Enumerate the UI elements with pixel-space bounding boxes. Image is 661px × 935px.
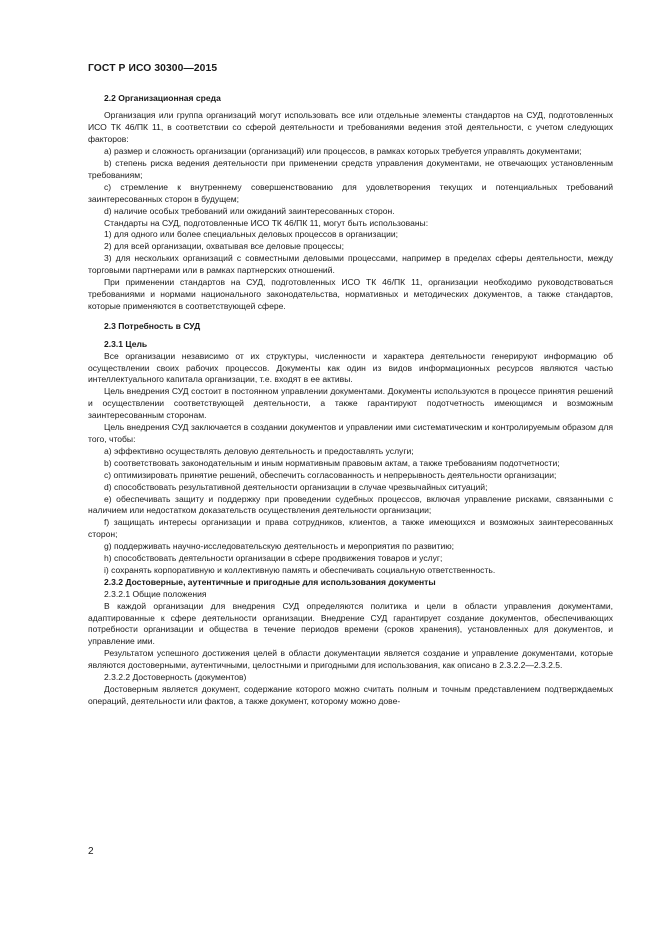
list-item: b) степень риска ведения деятельности при применении средств управления документами, не отвечающих установленным требованиям; — [88, 158, 613, 180]
list-item: f) защищать интересы организации и права сотрудников, клиентов, а также имеющихся и возможных заинтересованных сторон; — [88, 517, 613, 540]
paragraph: Организация или группа организаций могут использовать все или отдельные элементы стандартов на СУД, подготовленных ИСО ТК 46/ПК 11, в соответствии со сферой деятельности и требованиями ведения этой деятельности, с учетом следующих факторов: — [88, 110, 613, 145]
list-item: a) размер и сложность организации (организаций) или процессов, в рамках которых требуется управлять документами; — [104, 146, 582, 157]
subsubsection-heading-2-3-2-1: 2.3.2.1 Общие положения — [104, 588, 207, 599]
paragraph: Стандарты на СУД, подготовленные ИСО ТК 46/ПК 11, могут быть использованы: — [104, 217, 429, 228]
paragraph: Цель внедрения СУД состоит в постоянном управлении документами. Документы используются в процессе принятия решений и осуществлении соответствующей деятельности, а также гарантируют подотчетность имеющимся и возможным заинтересованным сторонам. — [88, 386, 613, 421]
document-header: ГОСТ Р ИСО 30300—2015 — [88, 63, 218, 74]
subsection-heading-2-3-2: 2.3.2 Достоверные, аутентичные и пригодные для использования документы — [104, 576, 436, 587]
subsection-heading-2-3-1: 2.3.1 Цель — [104, 338, 148, 349]
list-item: 1) для одного или более специальных деловых процессов в организации; — [104, 229, 399, 240]
list-item: c) оптимизировать принятие решений, обеспечить согласованность и непрерывность деятельности организации; — [104, 469, 557, 480]
page-number: 2 — [88, 846, 94, 857]
list-item: 2) для всей организации, охватывая все деловые процессы; — [104, 241, 345, 252]
list-item: g) поддерживать научно-исследовательскую деятельность и мероприятия по развитию; — [104, 541, 455, 552]
paragraph: Достоверным является документ, содержание которого можно считать полным и точным представлением подтверждаемых операций, деятельности или фактов, а также документ, которому можно дове- — [88, 684, 613, 706]
list-item: d) наличие особых требований или ожиданий заинтересованных сторон. — [104, 205, 395, 216]
paragraph: Все организации независимо от их структуры, численности и характера деятельности генерируют информацию об осуществлении своих рабочих процессов. Документы как один из видов информационных ресурсов являются частью интеллектуального капитала организации, т.е. входят в ее активы. — [88, 350, 613, 385]
section-heading-2-2: 2.2 Организационная среда — [104, 93, 221, 103]
document-body — [88, 93, 613, 708]
subsubsection-heading-2-3-2-2: 2.3.2.2 Достоверность (документов) — [104, 672, 247, 683]
paragraph: При применении стандартов на СУД, подготовленных ИСО ТК 46/ПК 11, организации необходимо руководствоваться требованиями и нормами национального законодательства, нормативных и методических документов, а также стандартов, которые применяются в соответствующей сфере. — [88, 277, 613, 311]
paragraph: В каждой организации для внедрения СУД определяются политика и цели в области управления документами, адаптированные к сфере деятельности организации. Внедрение СУД гарантирует создание документов, обеспечивающих потребности организации и общества в течение периодов времени (сроков хранения), установленных для документов, и управление ими. — [88, 600, 613, 647]
list-item: d) способствовать результативной деятельности организации в случае чрезвычайных ситуаций; — [104, 481, 488, 492]
list-item: b) соответствовать законодательным и иным нормативным правовым актам, а также требованиям подотчетности; — [104, 457, 560, 468]
section-heading-2-3: 2.3 Потребность в СУД — [104, 321, 201, 332]
list-item: e) обеспечивать защиту и поддержку при проведении судебных процессов, включая управление рисками, связанными с наличием или недостатком доказательств осуществления деятельности организации; — [88, 493, 613, 516]
list-item: h) способствовать деятельности организации в сфере продвижения товаров и услуг; — [104, 553, 443, 564]
list-item: c) стремление к внутреннему совершенствованию для удовлетворения текущих и потенциальных требований заинтересованных сторон в будущем; — [88, 181, 613, 204]
list-item: a) эффективно осуществлять деловую деятельность и предоставлять услуги; — [104, 445, 414, 456]
list-item: i) сохранять корпоративную и коллективную память и обеспечивать социальную ответственность. — [104, 564, 496, 575]
paragraph: Цель внедрения СУД заключается в создании документов и управлении ими систематическим и контролируемым образом для того, чтобы: — [88, 422, 613, 444]
paragraph: Результатом успешного достижения целей в области документации является создание и управление документами, которые являются достоверными, аутентичными, целостными и пригодными для использования, как описано в 2.3.2.2—2.3.2.5. — [88, 648, 613, 671]
list-item: 3) для нескольких организаций с совместными деловыми процессами, например в пределах сферы деятельности, между торговыми партнерами или в рамках партнерских отношений. — [88, 253, 613, 276]
